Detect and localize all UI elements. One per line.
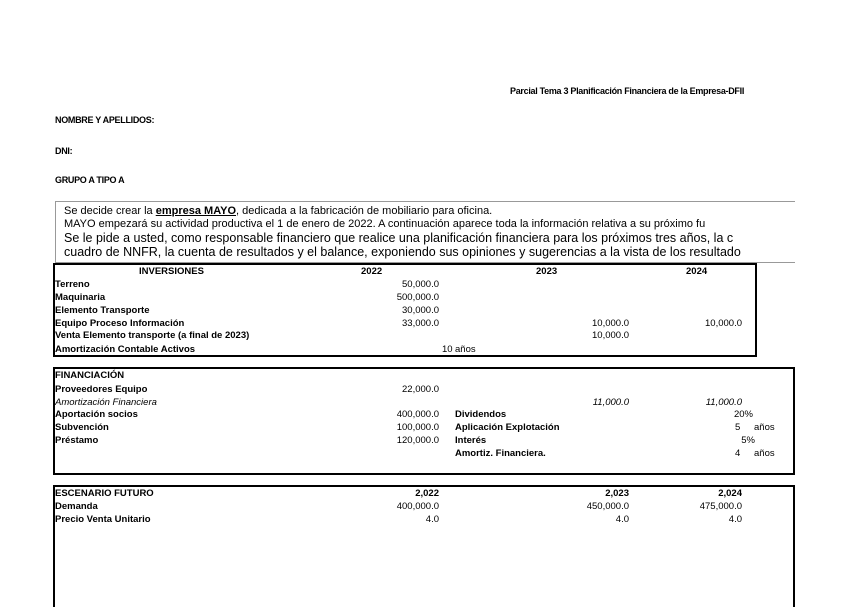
group-label: GRUPO A TIPO A [55,175,125,185]
intro-line-4: cuadro de NNFR, la cuenta de resultados y el balance, exponiendo sus opiniones y sugerencias a la vista de los resultado [64,245,741,259]
maquinaria-2022: 500,000.0 [396,292,439,303]
demanda-2024: 475,000.0 [699,501,742,512]
inversiones-box [53,263,757,357]
equipo-2023: 10,000.0 [592,318,629,329]
proveedores-label: Proveedores Equipo [55,384,148,395]
year-2022-header: 2022 [361,266,383,277]
terreno-label: Terreno [55,279,90,290]
amortiz-fin-label: Amortiz. Financiera. [455,448,546,459]
precio-label: Precio Venta Unitario [55,514,151,525]
amortiz-fin-unit: años [754,448,775,459]
prestamo-label: Préstamo [55,435,99,446]
escenario-year-2022: 2,022 [415,488,439,499]
year-2024-header: 2024 [686,266,708,277]
intro-line-2: MAYO empezará su actividad productiva el 1 de enero de 2022. A continuación aparece toda la información relativa a su próximo fu [64,218,706,230]
aplicacion-value: 5 [735,422,741,433]
financiacion-box [53,367,795,475]
amortizacion-unit: años [455,344,476,355]
intro-text-box [55,201,795,263]
aplicacion-label: Aplicación Explotación [455,422,560,433]
dni-label: DNI: [55,146,73,156]
escenario-year-2023: 2,023 [605,488,629,499]
amortizacion-value: 10 [442,344,453,355]
intro-company-name: empresa MAYO [155,205,237,217]
intro-line-3: Se le pide a usted, como responsable financiero que realice una planificación financiera para los próximos tres años, la c [64,231,734,245]
aportacion-2022: 400,000.0 [396,409,439,420]
precio-2023: 4.0 [615,514,629,525]
precio-2022: 4.0 [425,514,439,525]
amort-fin-2023: 11,000.0 [592,397,629,408]
equipo-2022: 33,000.0 [402,318,439,329]
demanda-2022: 400,000.0 [396,501,439,512]
aportacion-label: Aportación socios [55,409,138,420]
proveedores-2022: 22,000.0 [402,384,439,395]
escenario-header: ESCENARIO FUTURO [55,488,154,499]
amortizacion-label: Amortización Contable Activos [55,344,196,355]
dividendos-value: 20% [733,409,753,420]
elemento-2022: 30,000.0 [402,305,439,316]
equipo-2024: 10,000.0 [705,318,742,329]
dividendos-label: Dividendos [455,409,507,420]
aplicacion-unit: años [754,422,775,433]
escenario-year-2024: 2,024 [718,488,742,499]
amortiz-fin-value: 4 [735,448,741,459]
demanda-label: Demanda [55,501,98,512]
inversiones-header: INVERSIONES [139,266,204,277]
elemento-label: Elemento Transporte [55,305,150,316]
amort-fin-2024: 11,000.0 [705,397,742,408]
intro-line-1-pre: Se decide crear la [64,205,156,217]
prestamo-2022: 120,000.0 [396,435,439,446]
document-title: Parcial Tema 3 Planificación Financiera de la Empresa-DFII [510,86,745,96]
subvencion-2022: 100,000.0 [396,422,439,433]
venta-label: Venta Elemento transporte (a final de 2023) [55,330,250,341]
interes-label: Interés [455,435,487,446]
name-label: NOMBRE Y APELLIDOS: [55,115,155,125]
terreno-2022: 50,000.0 [402,279,439,290]
intro-line-1 [64,205,492,217]
year-2023-header: 2023 [536,266,558,277]
financiacion-header: FINANCIACIÓN [55,370,125,381]
precio-2024: 4.0 [728,514,742,525]
maquinaria-label: Maquinaria [55,292,106,303]
intro-line-1-post: , dedicada a la fabricación de mobiliario para oficina. [236,205,493,217]
amort-fin-label: Amortización Financiera [55,397,157,408]
demanda-2023: 450,000.0 [586,501,629,512]
venta-2023: 10,000.0 [592,330,629,341]
subvencion-label: Subvención [55,422,109,433]
interes-value: 5% [741,435,755,446]
escenario-box [53,485,795,607]
equipo-label: Equipo Proceso Información [55,318,185,329]
